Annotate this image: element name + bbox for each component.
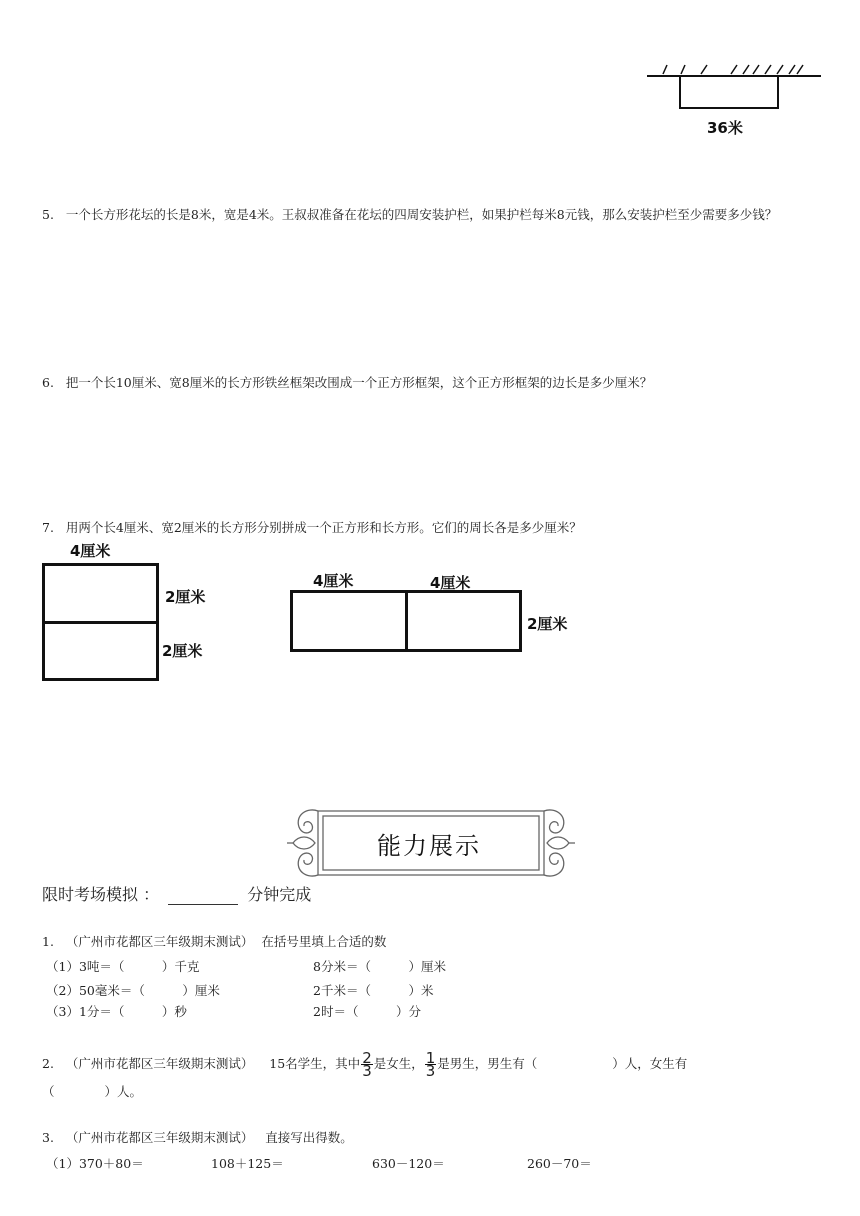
exercise-2-source: （广州市花都区三年级期末测试）: [65, 1056, 254, 1071]
exercise-1-row-3-a: （3）1分＝（ ）秒: [46, 1004, 187, 1019]
long-rect-top-label-2: 4厘米: [430, 574, 471, 592]
square-upper-rectangle: [42, 563, 159, 624]
long-rect-right-part: [405, 590, 522, 652]
exercise-3-heading: [42, 1125, 353, 1151]
question-7-number: 7.: [42, 520, 54, 535]
question-7-text: 用两个长4厘米、宽2厘米的长方形分别拼成一个正方形和长方形。它们的周长各是多少厘米？: [65, 520, 582, 535]
exercise-1-row-3-b: 2时＝（ ）分: [313, 1004, 421, 1019]
question-6: [42, 370, 652, 396]
exercise-1-row-1-b: 8分米＝（ ）厘米: [313, 959, 446, 974]
question-5: [42, 202, 802, 228]
timer-line: [42, 882, 311, 905]
question-6-number: 6.: [42, 375, 54, 390]
exercise-3-item-2: 108＋125＝: [211, 1156, 284, 1171]
exercise-1-number: 1.: [42, 934, 54, 949]
question-6-text: 把一个长10厘米、宽8厘米的长方形铁丝框架改围成一个正方形框架，这个正方形框架的边长是多少厘米？: [65, 375, 653, 390]
exercise-1-row-2-b: 2千米＝（ ）米: [313, 983, 434, 998]
fraction-two-thirds: [361, 1049, 373, 1080]
exercise-3-item-1: （1）370＋80＝: [46, 1156, 144, 1171]
exercise-3-item-3: 630－120＝: [372, 1156, 445, 1171]
fraction-1-denominator: 3: [362, 1062, 372, 1080]
exercise-2-text-3: 是男生，男生有（ ）人，女生有: [437, 1056, 688, 1071]
square-right-label-1: 2厘米: [165, 588, 206, 606]
exercise-3-item-4: 260－70＝: [527, 1156, 592, 1171]
square-top-label: 4厘米: [70, 542, 111, 560]
exercise-3-source: （广州市花都区三年级期末测试）: [65, 1130, 254, 1145]
wall-rectangle-figure: [645, 62, 825, 114]
wall-width-label: 36米: [707, 119, 743, 137]
banner-title: 能力展示: [377, 832, 481, 860]
exercise-2-text-1: 15名学生，其中: [269, 1056, 361, 1071]
timer-suffix: 分钟完成: [247, 885, 312, 904]
question-5-number: 5.: [42, 207, 54, 222]
question-7: [42, 515, 582, 541]
exercise-1-row-2-a: （2）50毫米＝（ ）厘米: [46, 983, 220, 998]
fraction-one-third: [425, 1049, 437, 1080]
exercise-1-source: （广州市花都区三年级期末测试）: [65, 934, 254, 949]
exercise-1-heading: [42, 929, 386, 955]
timer-prefix: 限时考场模拟 ：: [42, 885, 160, 904]
long-rect-left-part: [290, 590, 408, 652]
fraction-2-denominator: 3: [425, 1062, 436, 1080]
fraction-1-numerator: 2: [362, 1049, 372, 1067]
exercise-3-prompt: 直接写出得数。: [265, 1130, 353, 1145]
exercise-2-line-1: [42, 1049, 688, 1080]
exercise-2-number: 2.: [42, 1056, 54, 1071]
long-rect-top-label-1: 4厘米: [313, 572, 354, 590]
exercise-2-text-2: 是女生，: [373, 1056, 424, 1071]
timer-blank[interactable]: [168, 888, 238, 905]
square-lower-rectangle: [42, 621, 159, 681]
exercise-1-row-1-a: （1）3吨＝（ ）千克: [46, 959, 200, 974]
exercise-2-line-2: （ ）人。: [42, 1084, 143, 1099]
exercise-3-number: 3.: [42, 1130, 54, 1145]
long-rect-right-label: 2厘米: [527, 615, 568, 633]
square-right-label-2: 2厘米: [162, 642, 203, 660]
question-5-text: 一个长方形花坛的长是8米，宽是4米。王叔叔准备在花坛的四周安装护栏，如果护栏每米8元钱，那么安装护栏至少需要多少钱？: [65, 207, 778, 222]
exercise-1-prompt: 在括号里填上合适的数: [261, 934, 387, 949]
fraction-2-numerator: 1: [425, 1049, 436, 1067]
